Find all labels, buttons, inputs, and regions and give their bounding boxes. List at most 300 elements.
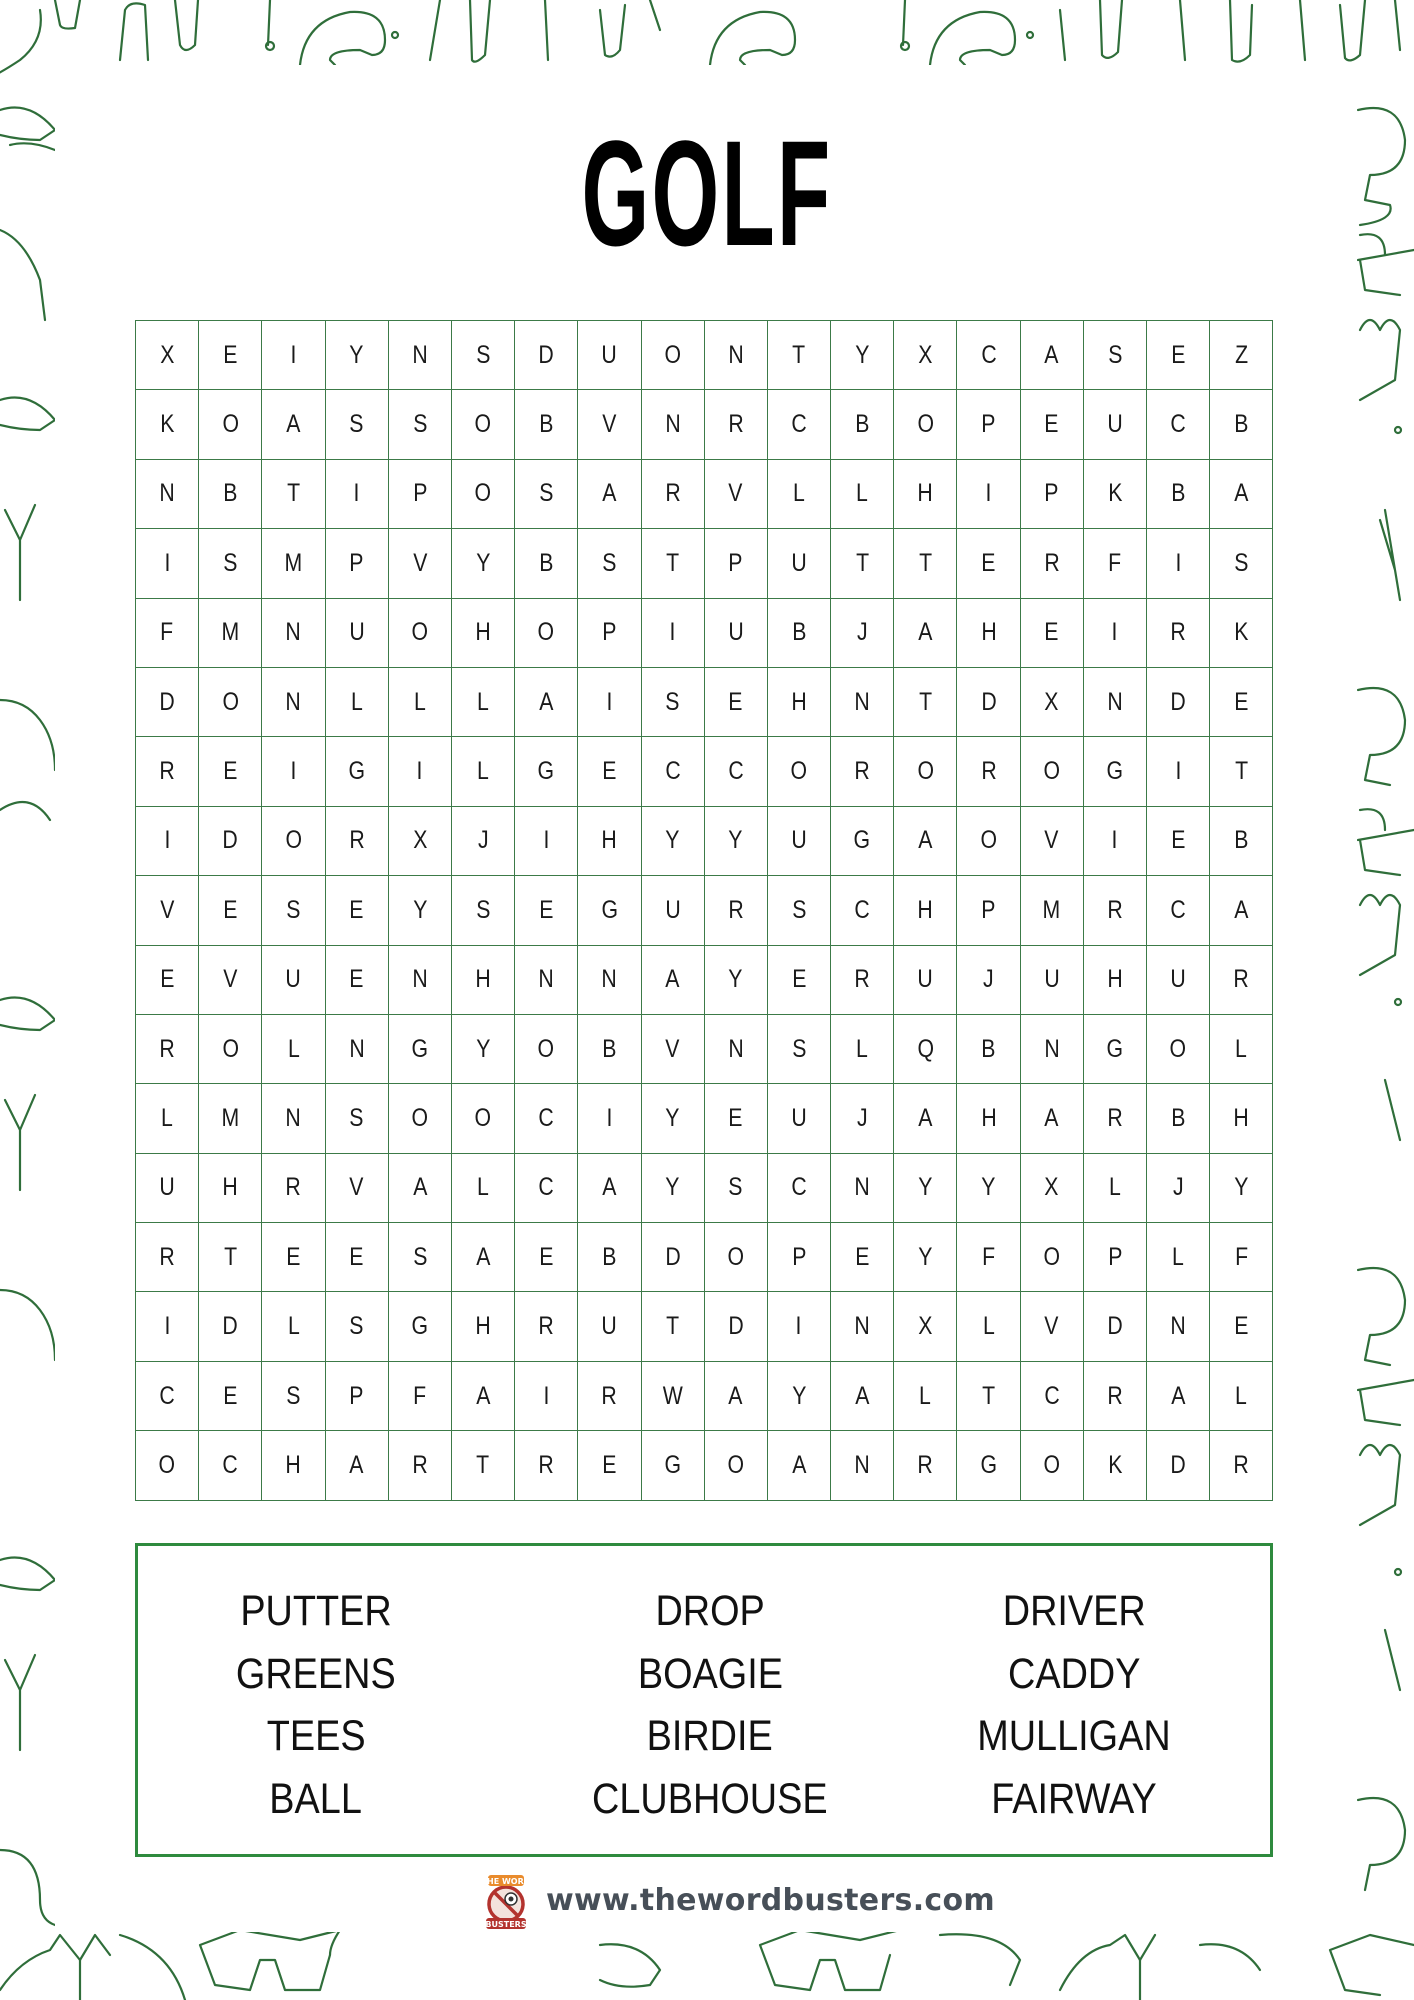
grid-cell[interactable] (957, 876, 1020, 945)
grid-cell[interactable] (578, 1292, 641, 1361)
grid-cell[interactable] (894, 529, 957, 598)
grid-cell[interactable] (957, 321, 1020, 390)
grid-cell[interactable] (389, 1292, 452, 1361)
grid-cell[interactable] (768, 460, 831, 529)
grid-cell[interactable] (136, 460, 199, 529)
grid-cell[interactable] (957, 1431, 1020, 1500)
grid-cell[interactable] (1021, 1362, 1084, 1431)
grid-cell[interactable] (199, 529, 262, 598)
grid-cell[interactable] (136, 876, 199, 945)
grid-cell[interactable] (1021, 321, 1084, 390)
grid-cell[interactable] (262, 668, 325, 737)
grid-cell[interactable] (136, 390, 199, 459)
grid-cell[interactable] (326, 1223, 389, 1292)
grid-cell[interactable] (452, 1223, 515, 1292)
grid-cell[interactable] (1084, 1292, 1147, 1361)
grid-cell[interactable] (768, 876, 831, 945)
grid-cell[interactable] (389, 1084, 452, 1153)
grid-cell[interactable] (642, 1084, 705, 1153)
grid-cell[interactable] (1210, 1292, 1273, 1361)
grid-cell[interactable] (957, 460, 1020, 529)
grid-cell[interactable] (515, 1362, 578, 1431)
grid-cell[interactable] (199, 321, 262, 390)
grid-cell[interactable] (389, 529, 452, 598)
grid-cell[interactable] (1210, 390, 1273, 459)
grid-cell[interactable] (831, 599, 894, 668)
grid-cell[interactable] (452, 946, 515, 1015)
grid-cell[interactable] (768, 529, 831, 598)
grid-cell[interactable] (831, 1015, 894, 1084)
grid-cell[interactable] (894, 599, 957, 668)
grid-cell[interactable] (1147, 946, 1210, 1015)
grid-cell[interactable] (957, 599, 1020, 668)
grid-cell[interactable] (1147, 1084, 1210, 1153)
grid-cell[interactable] (326, 668, 389, 737)
grid-cell[interactable] (199, 876, 262, 945)
grid-cell[interactable] (1084, 1362, 1147, 1431)
grid-cell[interactable] (1021, 1223, 1084, 1292)
grid-cell[interactable] (1084, 1154, 1147, 1223)
grid-cell[interactable] (136, 1084, 199, 1153)
grid-cell[interactable] (1021, 1431, 1084, 1500)
grid-cell[interactable] (831, 1084, 894, 1153)
grid-cell[interactable] (957, 1154, 1020, 1223)
grid-cell[interactable] (1210, 1154, 1273, 1223)
grid-cell[interactable] (578, 946, 641, 1015)
grid-cell[interactable] (262, 1431, 325, 1500)
grid-cell[interactable] (705, 1431, 768, 1500)
grid-cell[interactable] (452, 668, 515, 737)
grid-cell[interactable] (1021, 1084, 1084, 1153)
grid-cell[interactable] (326, 390, 389, 459)
grid-cell[interactable] (894, 1015, 957, 1084)
grid-cell[interactable] (326, 529, 389, 598)
grid-cell[interactable] (1210, 460, 1273, 529)
grid-cell[interactable] (642, 321, 705, 390)
grid-cell[interactable] (642, 668, 705, 737)
grid-cell[interactable] (199, 1223, 262, 1292)
grid-cell[interactable] (199, 1015, 262, 1084)
grid-cell[interactable] (452, 1431, 515, 1500)
grid-cell[interactable] (452, 1362, 515, 1431)
grid-cell[interactable] (1210, 946, 1273, 1015)
grid-cell[interactable] (642, 529, 705, 598)
grid-cell[interactable] (1147, 737, 1210, 806)
grid-cell[interactable] (894, 1154, 957, 1223)
grid-cell[interactable] (705, 1154, 768, 1223)
grid-cell[interactable] (515, 390, 578, 459)
grid-cell[interactable] (768, 737, 831, 806)
grid-cell[interactable] (1084, 460, 1147, 529)
grid-cell[interactable] (1021, 599, 1084, 668)
grid-cell[interactable] (452, 460, 515, 529)
grid-cell[interactable] (705, 460, 768, 529)
grid-cell[interactable] (1084, 1431, 1147, 1500)
grid-cell[interactable] (389, 1223, 452, 1292)
grid-cell[interactable] (136, 1223, 199, 1292)
grid-cell[interactable] (1210, 668, 1273, 737)
grid-cell[interactable] (262, 807, 325, 876)
grid-cell[interactable] (262, 460, 325, 529)
grid-cell[interactable] (515, 807, 578, 876)
grid-cell[interactable] (389, 1015, 452, 1084)
grid-cell[interactable] (326, 737, 389, 806)
grid-cell[interactable] (894, 668, 957, 737)
grid-cell[interactable] (1021, 668, 1084, 737)
grid-cell[interactable] (578, 460, 641, 529)
grid-cell[interactable] (642, 460, 705, 529)
grid-cell[interactable] (136, 668, 199, 737)
grid-cell[interactable] (894, 876, 957, 945)
grid-cell[interactable] (136, 1362, 199, 1431)
grid-cell[interactable] (326, 1431, 389, 1500)
grid-cell[interactable] (894, 737, 957, 806)
grid-cell[interactable] (136, 946, 199, 1015)
grid-cell[interactable] (515, 1292, 578, 1361)
grid-cell[interactable] (894, 390, 957, 459)
grid-cell[interactable] (1147, 460, 1210, 529)
grid-cell[interactable] (1084, 876, 1147, 945)
grid-cell[interactable] (894, 321, 957, 390)
grid-cell[interactable] (1084, 1223, 1147, 1292)
grid-cell[interactable] (642, 946, 705, 1015)
grid-cell[interactable] (1021, 1015, 1084, 1084)
grid-cell[interactable] (199, 1431, 262, 1500)
grid-cell[interactable] (262, 1084, 325, 1153)
grid-cell[interactable] (768, 321, 831, 390)
grid-cell[interactable] (326, 321, 389, 390)
grid-cell[interactable] (705, 529, 768, 598)
grid-cell[interactable] (957, 737, 1020, 806)
grid-cell[interactable] (1147, 1015, 1210, 1084)
grid-cell[interactable] (1147, 876, 1210, 945)
grid-cell[interactable] (452, 529, 515, 598)
grid-cell[interactable] (389, 946, 452, 1015)
grid-cell[interactable] (136, 599, 199, 668)
grid-cell[interactable] (262, 1223, 325, 1292)
grid-cell[interactable] (1084, 1015, 1147, 1084)
grid-cell[interactable] (1210, 807, 1273, 876)
grid-cell[interactable] (452, 321, 515, 390)
grid-cell[interactable] (262, 529, 325, 598)
grid-cell[interactable] (705, 807, 768, 876)
grid-cell[interactable] (136, 1431, 199, 1500)
grid-cell[interactable] (515, 946, 578, 1015)
grid-cell[interactable] (326, 460, 389, 529)
grid-cell[interactable] (515, 1084, 578, 1153)
grid-cell[interactable] (262, 876, 325, 945)
grid-cell[interactable] (389, 321, 452, 390)
grid-cell[interactable] (1147, 1154, 1210, 1223)
grid-cell[interactable] (515, 1015, 578, 1084)
grid-cell[interactable] (894, 807, 957, 876)
grid-cell[interactable] (957, 946, 1020, 1015)
grid-cell[interactable] (1210, 1362, 1273, 1431)
grid-cell[interactable] (515, 321, 578, 390)
grid-cell[interactable] (136, 737, 199, 806)
grid-cell[interactable] (136, 1292, 199, 1361)
grid-cell[interactable] (1084, 807, 1147, 876)
grid-cell[interactable] (894, 1223, 957, 1292)
grid-cell[interactable] (768, 807, 831, 876)
grid-cell[interactable] (1084, 946, 1147, 1015)
grid-cell[interactable] (894, 1431, 957, 1500)
grid-cell[interactable] (768, 599, 831, 668)
grid-cell[interactable] (515, 737, 578, 806)
grid-cell[interactable] (262, 599, 325, 668)
grid-cell[interactable] (705, 668, 768, 737)
grid-cell[interactable] (326, 807, 389, 876)
grid-cell[interactable] (957, 1015, 1020, 1084)
grid-cell[interactable] (515, 1431, 578, 1500)
grid-cell[interactable] (705, 1084, 768, 1153)
grid-cell[interactable] (326, 1015, 389, 1084)
grid-cell[interactable] (957, 1084, 1020, 1153)
grid-cell[interactable] (326, 599, 389, 668)
grid-cell[interactable] (452, 1084, 515, 1153)
grid-cell[interactable] (1147, 1292, 1210, 1361)
grid-cell[interactable] (515, 1223, 578, 1292)
grid-cell[interactable] (326, 1084, 389, 1153)
grid-cell[interactable] (642, 737, 705, 806)
grid-cell[interactable] (262, 1292, 325, 1361)
grid-cell[interactable] (578, 390, 641, 459)
grid-cell[interactable] (515, 529, 578, 598)
grid-cell[interactable] (1147, 668, 1210, 737)
grid-cell[interactable] (452, 876, 515, 945)
grid-cell[interactable] (515, 599, 578, 668)
grid-cell[interactable] (578, 529, 641, 598)
grid-cell[interactable] (578, 807, 641, 876)
grid-cell[interactable] (389, 390, 452, 459)
grid-cell[interactable] (136, 1154, 199, 1223)
grid-cell[interactable] (1021, 946, 1084, 1015)
grid-cell[interactable] (199, 599, 262, 668)
grid-cell[interactable] (768, 668, 831, 737)
grid-cell[interactable] (768, 1223, 831, 1292)
grid-cell[interactable] (705, 737, 768, 806)
grid-cell[interactable] (452, 737, 515, 806)
grid-cell[interactable] (831, 1292, 894, 1361)
grid-cell[interactable] (831, 1362, 894, 1431)
grid-cell[interactable] (705, 876, 768, 945)
grid-cell[interactable] (957, 1362, 1020, 1431)
grid-cell[interactable] (1147, 321, 1210, 390)
grid-cell[interactable] (578, 668, 641, 737)
grid-cell[interactable] (831, 1154, 894, 1223)
grid-cell[interactable] (1021, 1292, 1084, 1361)
grid-cell[interactable] (389, 668, 452, 737)
grid-cell[interactable] (1147, 807, 1210, 876)
grid-cell[interactable] (326, 1154, 389, 1223)
grid-cell[interactable] (262, 321, 325, 390)
grid-cell[interactable] (1084, 599, 1147, 668)
grid-cell[interactable] (1084, 737, 1147, 806)
grid-cell[interactable] (1147, 1223, 1210, 1292)
grid-cell[interactable] (452, 807, 515, 876)
grid-cell[interactable] (578, 1154, 641, 1223)
grid-cell[interactable] (642, 599, 705, 668)
grid-cell[interactable] (515, 876, 578, 945)
grid-cell[interactable] (515, 460, 578, 529)
grid-cell[interactable] (1084, 668, 1147, 737)
grid-cell[interactable] (894, 1362, 957, 1431)
grid-cell[interactable] (1210, 876, 1273, 945)
grid-cell[interactable] (389, 460, 452, 529)
grid-cell[interactable] (1021, 460, 1084, 529)
grid-cell[interactable] (1021, 1154, 1084, 1223)
grid-cell[interactable] (831, 876, 894, 945)
grid-cell[interactable] (1021, 807, 1084, 876)
grid-cell[interactable] (642, 1431, 705, 1500)
grid-cell[interactable] (831, 460, 894, 529)
grid-cell[interactable] (1210, 599, 1273, 668)
grid-cell[interactable] (578, 599, 641, 668)
grid-cell[interactable] (642, 807, 705, 876)
grid-cell[interactable] (136, 529, 199, 598)
grid-cell[interactable] (578, 1362, 641, 1431)
grid-cell[interactable] (831, 807, 894, 876)
grid-cell[interactable] (642, 390, 705, 459)
grid-cell[interactable] (389, 737, 452, 806)
grid-cell[interactable] (136, 807, 199, 876)
grid-cell[interactable] (578, 1223, 641, 1292)
grid-cell[interactable] (1210, 1431, 1273, 1500)
grid-cell[interactable] (326, 876, 389, 945)
grid-cell[interactable] (1084, 390, 1147, 459)
grid-cell[interactable] (894, 1292, 957, 1361)
grid-cell[interactable] (705, 599, 768, 668)
grid-cell[interactable] (1084, 1084, 1147, 1153)
grid-cell[interactable] (957, 529, 1020, 598)
grid-cell[interactable] (705, 1292, 768, 1361)
grid-cell[interactable] (894, 460, 957, 529)
grid-cell[interactable] (578, 1431, 641, 1500)
grid-cell[interactable] (957, 390, 1020, 459)
grid-cell[interactable] (326, 946, 389, 1015)
grid-cell[interactable] (199, 1084, 262, 1153)
grid-cell[interactable] (452, 1154, 515, 1223)
grid-cell[interactable] (389, 1362, 452, 1431)
grid-cell[interactable] (957, 1292, 1020, 1361)
grid-cell[interactable] (768, 1292, 831, 1361)
grid-cell[interactable] (705, 1223, 768, 1292)
grid-cell[interactable] (199, 460, 262, 529)
grid-cell[interactable] (262, 1154, 325, 1223)
grid-cell[interactable] (515, 668, 578, 737)
grid-cell[interactable] (1021, 390, 1084, 459)
grid-cell[interactable] (199, 737, 262, 806)
grid-cell[interactable] (262, 1362, 325, 1431)
grid-cell[interactable] (199, 1292, 262, 1361)
grid-cell[interactable] (199, 946, 262, 1015)
grid-cell[interactable] (389, 1431, 452, 1500)
grid-cell[interactable] (326, 1362, 389, 1431)
grid-cell[interactable] (199, 1154, 262, 1223)
grid-cell[interactable] (262, 1015, 325, 1084)
grid-cell[interactable] (1210, 1084, 1273, 1153)
grid-cell[interactable] (831, 737, 894, 806)
grid-cell[interactable] (831, 668, 894, 737)
grid-cell[interactable] (768, 1431, 831, 1500)
grid-cell[interactable] (894, 946, 957, 1015)
grid-cell[interactable] (768, 946, 831, 1015)
grid-cell[interactable] (199, 1362, 262, 1431)
grid-cell[interactable] (642, 876, 705, 945)
grid-cell[interactable] (1021, 529, 1084, 598)
grid-cell[interactable] (831, 1431, 894, 1500)
grid-cell[interactable] (1210, 737, 1273, 806)
grid-cell[interactable] (768, 1015, 831, 1084)
grid-cell[interactable] (705, 321, 768, 390)
grid-cell[interactable] (768, 1084, 831, 1153)
grid-cell[interactable] (957, 807, 1020, 876)
grid-cell[interactable] (831, 390, 894, 459)
grid-cell[interactable] (262, 737, 325, 806)
grid-cell[interactable] (831, 946, 894, 1015)
grid-cell[interactable] (642, 1362, 705, 1431)
grid-cell[interactable] (1147, 529, 1210, 598)
grid-cell[interactable] (389, 599, 452, 668)
grid-cell[interactable] (389, 876, 452, 945)
grid-cell[interactable] (642, 1292, 705, 1361)
grid-cell[interactable] (578, 1084, 641, 1153)
grid-cell[interactable] (768, 1154, 831, 1223)
grid-cell[interactable] (831, 529, 894, 598)
grid-cell[interactable] (578, 876, 641, 945)
grid-cell[interactable] (1210, 529, 1273, 598)
grid-cell[interactable] (199, 668, 262, 737)
grid-cell[interactable] (452, 390, 515, 459)
grid-cell[interactable] (768, 390, 831, 459)
grid-cell[interactable] (831, 321, 894, 390)
grid-cell[interactable] (642, 1015, 705, 1084)
grid-cell[interactable] (642, 1223, 705, 1292)
grid-cell[interactable] (705, 1015, 768, 1084)
grid-cell[interactable] (452, 1015, 515, 1084)
grid-cell[interactable] (1147, 599, 1210, 668)
grid-cell[interactable] (262, 946, 325, 1015)
grid-cell[interactable] (894, 1084, 957, 1153)
grid-cell[interactable] (1147, 390, 1210, 459)
grid-cell[interactable] (1210, 1015, 1273, 1084)
grid-cell[interactable] (578, 737, 641, 806)
grid-cell[interactable] (768, 1362, 831, 1431)
grid-cell[interactable] (1084, 529, 1147, 598)
grid-cell[interactable] (1021, 876, 1084, 945)
grid-cell[interactable] (1210, 1223, 1273, 1292)
grid-cell[interactable] (578, 1015, 641, 1084)
grid-cell[interactable] (957, 668, 1020, 737)
grid-cell[interactable] (515, 1154, 578, 1223)
grid-cell[interactable] (199, 807, 262, 876)
grid-cell[interactable] (389, 807, 452, 876)
grid-cell[interactable] (262, 390, 325, 459)
grid-cell[interactable] (1147, 1431, 1210, 1500)
grid-cell[interactable] (199, 390, 262, 459)
grid-cell[interactable] (1210, 321, 1273, 390)
grid-cell[interactable] (578, 321, 641, 390)
grid-cell[interactable] (452, 599, 515, 668)
grid-cell[interactable] (831, 1223, 894, 1292)
grid-cell[interactable] (136, 321, 199, 390)
grid-cell[interactable] (705, 1362, 768, 1431)
grid-cell[interactable] (642, 1154, 705, 1223)
grid-cell[interactable] (136, 1015, 199, 1084)
grid-cell[interactable] (705, 390, 768, 459)
grid-cell[interactable] (326, 1292, 389, 1361)
website-link[interactable]: www.thewordbusters.com (546, 1882, 995, 1918)
